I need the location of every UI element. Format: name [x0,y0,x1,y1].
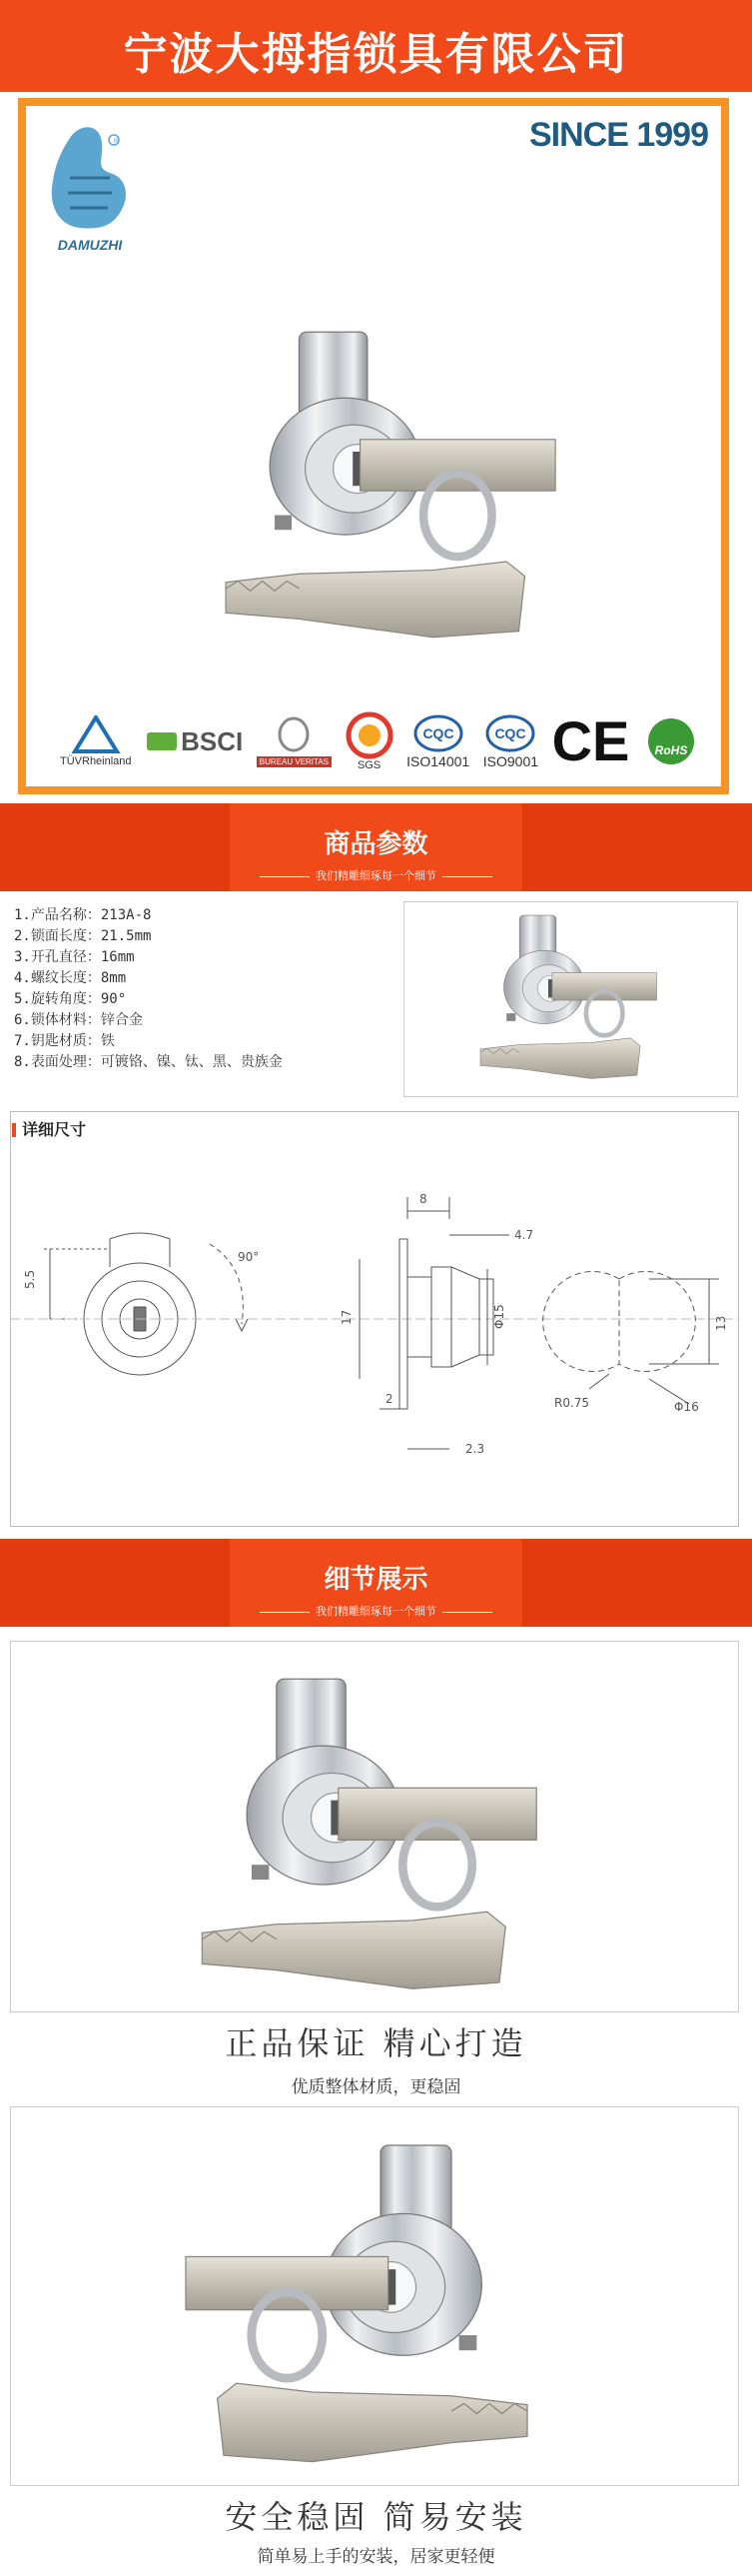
spec-item: 1.产品名称：213A-8 [14,907,152,923]
certification-row [60,701,699,781]
hero-product-image [175,320,594,649]
technical-drawing [10,1149,739,1519]
dim-r0.75: R0.75 [554,1396,590,1410]
dimension-title: 详细尺寸 [22,1120,87,1139]
caption-2-sub: 简单易上手的安装，居家更轻便 [257,2547,495,2567]
cqc-iso14001-logo: CQC ISO14001 [406,713,469,769]
spec-item: 8.表面处理：可镀铬、镍、钛、黑、贵族金 [14,1054,283,1070]
dim-13: 13 [714,1315,728,1331]
details-title: 细节展示 [324,1565,428,1595]
rohs-logo [643,716,699,766]
svg-text:R: R [113,139,119,145]
dim-8: 8 [419,1192,427,1206]
details-banner [0,1539,752,1627]
dim-2: 2 [385,1392,393,1406]
logo-wordmark: DAMUZHI [57,237,123,253]
spec-item: 6.锁体材料：锌合金 [14,1012,143,1028]
dim-17: 17 [340,1309,354,1325]
ce-mark: CE [551,709,630,772]
details-subtitle: 我们精雕细琢每一个细节 [0,1603,752,1619]
damuzhi-logo [40,118,140,268]
dim-phi15: Φ15 [492,1304,506,1329]
spec-item: 4.螺纹长度：8mm [14,970,127,986]
cqc-iso9001-logo: CQC ISO9001 [483,713,538,769]
params-banner [0,803,752,891]
dim-90-deg: 90° [238,1250,260,1264]
params-subtitle: 我们精雕细琢每一个细节 [0,867,752,883]
company-banner [0,0,752,92]
spec-list [14,905,283,1073]
params-title: 商品参数 [324,829,428,859]
dim-phi16: Φ16 [674,1400,699,1414]
dim-2.3: 2.3 [465,1442,485,1456]
section-marker [12,1123,16,1137]
sgs-logo: SGS [346,711,393,771]
bsci-logo: BSCI [145,726,243,757]
spec-item: 5.旋转角度：90° [14,991,127,1007]
bureau-veritas-logo: BUREAU VERITAS [257,716,332,767]
tuv-rheinland-logo: TÜVRheinland [60,715,132,767]
caption-1-sub: 优质整体材质，更稳固 [291,2077,461,2097]
spec-item: 7.钥匙材质：铁 [14,1033,115,1049]
svg-text:CQC: CQC [494,725,526,741]
dim-5.5: 5.5 [23,1269,37,1289]
caption-1-main: 正品保证 精心打造 [225,2024,527,2062]
spec-product-photo [403,901,738,1097]
spec-item: 2.锁面长度：21.5mm [14,928,152,944]
company-title: 宁波大拇指锁具有限公司 [123,29,629,80]
svg-text:RoHS: RoHS [654,743,688,757]
spec-item: 3.开孔直径：16mm [14,949,135,965]
since-1999-label: SINCE 1999 [529,116,708,154]
caption-2-main: 安全稳固 简易安装 [225,2498,527,2536]
detail-photo-1 [10,1641,739,2012]
dim-4.7: 4.7 [514,1228,534,1242]
svg-text:CQC: CQC [422,725,454,741]
detail-photo-2 [10,2106,739,2486]
